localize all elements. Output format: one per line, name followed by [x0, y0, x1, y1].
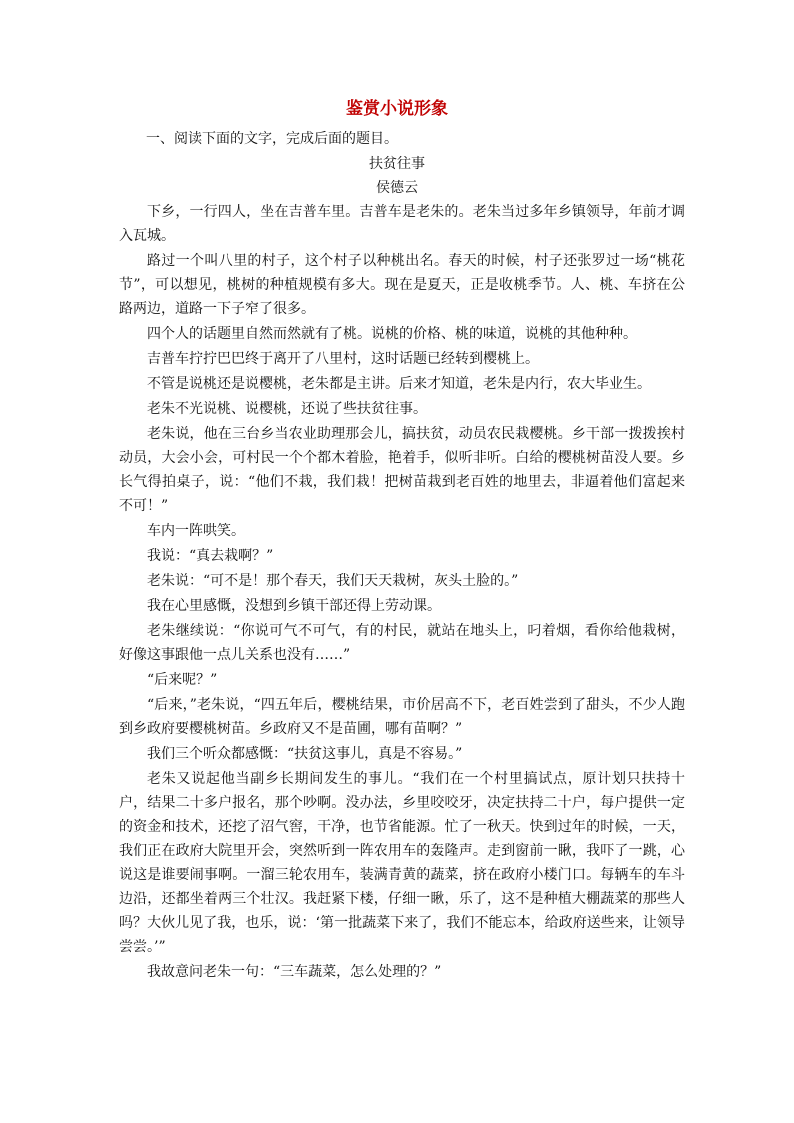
- story-title: 扶贫往事: [369, 156, 425, 172]
- paragraph: 老朱又说起他当副乡长期间发生的事儿。“我们在一个村里搞试点，原计划只扶持十户，结果二十多户报名，那个吵啊。没办法，乡里咬咬牙，决定扶持二十户，每户提供一定的资金和技术，还挖了沼气窖，干净，也节省能源。忙了一秋天。快到过年的时候，一天，我们正在政府大院里开会，突然听到一阵农用车的轰隆声。走到窗前一瞅，我吓了一跳，心说这是谁要闹事啊。一溜三轮农用车，装满青黄的蔬菜，挤在政府小楼门口。每辆车的车斗边沿，还都坐着两三个壮汉。我赶紧下楼，仔细一瞅，乐了，这不是种植大棚蔬菜的那些人吗？大伙儿见了我，也乐，说：‘第一批蔬菜下来了，我们不能忘本，给政府送些来，让领导尝尝。’”: [119, 771, 685, 955]
- paragraph: 四个人的话题里自然而然就有了桃。说桃的价格、桃的味道，说桃的其他种种。: [147, 326, 637, 342]
- paragraph: 老朱说，他在三台乡当农业助理那会儿，搞扶贫，动员农民栽樱桃。乡干部一拨拨挨村动员，大会小会，可村民一个个都木着脸，艳着手，似听非听。白给的樱桃树苗没人要。乡长气得拍桌子，说：“他们不栽，我们栽！把树苗栽到老百姓的地里去，非逼着他们富起来不可！”: [119, 426, 685, 514]
- paragraph: 吉普车拧拧巴巴终于离开了八里村，这时话题已经转到樱桃上。: [147, 351, 539, 367]
- paragraph: 我说：“真去栽啊？”: [147, 548, 274, 564]
- paragraph: 老朱说：“可不是！那个春天，我们天天栽树，灰头土脸的。”: [147, 573, 519, 589]
- paragraph: 我故意问老朱一句：“三车蔬菜，怎么处理的？”: [147, 964, 442, 980]
- author-name: 侯德云: [376, 180, 418, 196]
- instruction-line: [0, 128, 675, 150]
- document-title: 鉴赏小说形象: [346, 99, 448, 119]
- paragraph: 路过一个叫八里的村子，这个村子以种桃出名。春天的时候，村子还张罗过一场“桃花节”，可以想见，桃树的种植规模有多大。现在是夏天，正是收桃季节。人、桃、车挤在公路两边，道路一下子窄了很多。: [119, 253, 685, 317]
- paragraph: 老朱不光说桃、说樱桃，还说了些扶贫往事。: [147, 401, 427, 417]
- instruction-text: 一、阅读下面的文字，完成后面的题目。: [146, 131, 398, 147]
- paragraph: 车内一阵哄笑。: [147, 523, 245, 539]
- paragraph: 老朱继续说：“你说可气不可气，有的村民，就站在地头上，叼着烟，看你给他栽树，好像这事跟他一点儿关系也没有……”: [119, 623, 685, 663]
- story-body: [119, 200, 685, 985]
- paragraph: 我在心里感慨，没想到乡镇干部还得上劳动课。: [147, 598, 441, 614]
- paragraph: 我们三个听众都感慨：“扶贫这事儿，真是不容易。”: [147, 746, 463, 762]
- paragraph: 不管是说桃还是说樱桃，老朱都是主讲。后来才知道，老朱是内行，农大毕业生。: [147, 376, 651, 392]
- paragraph: “后来，”老朱说，“四五年后，樱桃结果，市价居高不下，老百姓尝到了甜头，不少人跑到乡政府要樱桃树苗。乡政府又不是苗圃，哪有苗啊？”: [119, 697, 685, 737]
- paragraph: 下乡，一行四人，坐在吉普车里。吉普车是老朱的。老朱当过多年乡镇领导，年前才调入瓦城。: [119, 204, 685, 244]
- paragraph: “后来呢？”: [147, 672, 218, 688]
